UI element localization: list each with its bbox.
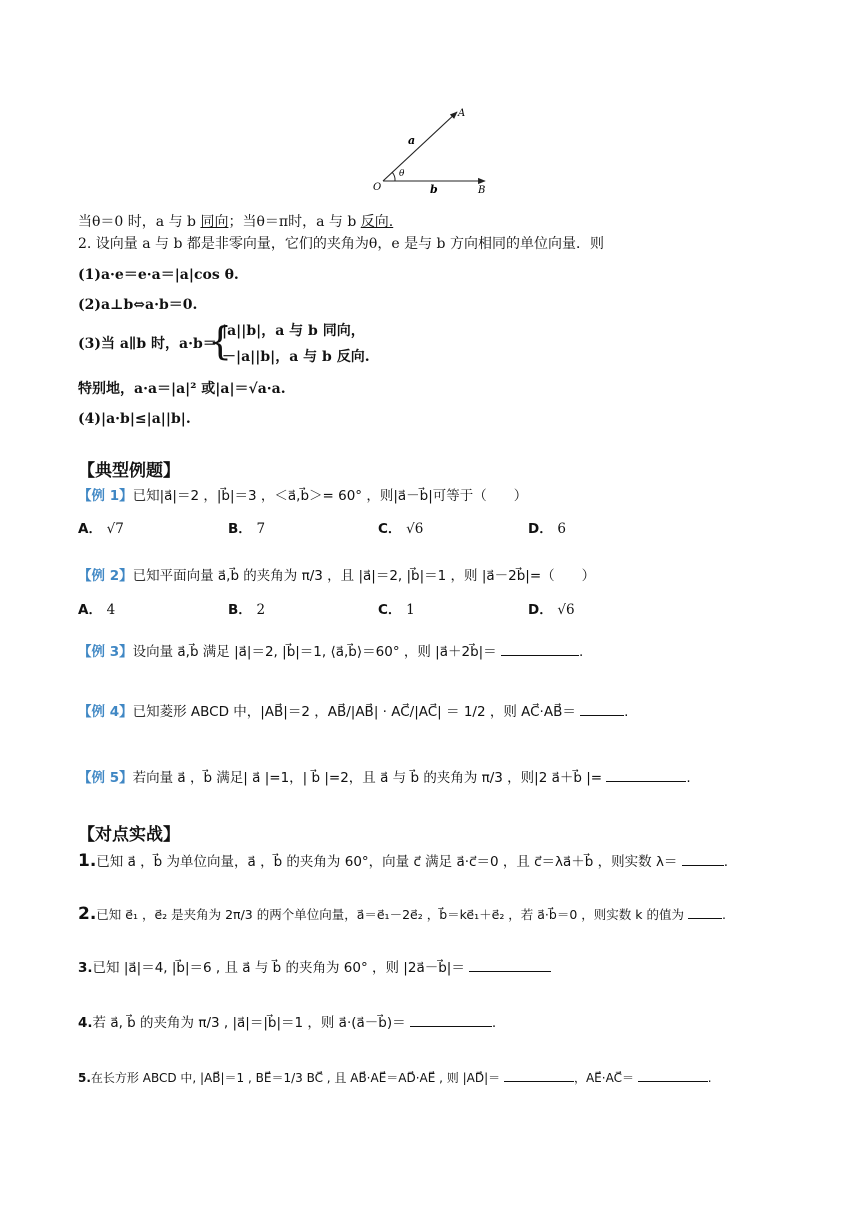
example-label: 【例 3】: [78, 644, 133, 660]
section-title-examples: 【典型例题】: [78, 461, 180, 481]
special-note: 特别地，a·a＝|a|² 或|a|＝√a·a.: [78, 381, 286, 397]
practice-number: 3.: [78, 960, 93, 976]
answer-blank[interactable]: [580, 702, 624, 716]
option-letter: C．: [378, 602, 402, 618]
practice-text: 在长方形 ABCD 中, |AB⃗|＝1 , BE⃗＝1/3 BC⃗ , 且 AB⃗·AE⃗＝AD⃗·AE⃗ , 则 |AD⃗|＝: [90, 1071, 501, 1085]
practice-3: [78, 958, 551, 977]
property-2: (2)a⊥b⇔a·b＝0.: [78, 297, 198, 313]
practice-text-2: ，AE⃗·AC⃗＝: [573, 1071, 634, 1085]
angle-arc: [392, 172, 395, 181]
practice-2: [78, 905, 726, 924]
option-a: [78, 517, 124, 537]
practice-text: 已知 e⃗₁ ，e⃗₂ 是夹角为 2π/3 的两个单位向量，a⃗＝e⃗₁－2e⃗₂ ，b⃗＝ke⃗₁＋e⃗₂ ，若 a⃗·b⃗＝0 ，则实数 k 的值为: [96, 907, 684, 922]
option-value: 6: [557, 521, 567, 537]
practice-number: 4.: [78, 1015, 93, 1031]
answer-blank[interactable]: [682, 852, 724, 866]
option-d: [528, 517, 566, 537]
option-b: [228, 598, 265, 618]
intro-part-2: ；当θ＝π时，a 与 b: [228, 214, 361, 230]
practice-text: 若 a⃗, b⃗ 的夹角为 π/3 , |a⃗|＝|b⃗|＝1 ，则 a⃗·(a⃗－b⃗)＝: [92, 1015, 406, 1031]
option-letter: D．: [528, 521, 553, 537]
brace-symbol: {: [208, 319, 233, 363]
answer-blank[interactable]: [501, 642, 579, 656]
property-3-prefix: (3)当 a∥b 时，a·b＝: [78, 336, 217, 352]
end-dot: .: [723, 854, 729, 870]
property-4: (4)|a·b|≤|a||b|.: [78, 411, 191, 427]
label-B: B: [478, 185, 486, 196]
end-dot: .: [491, 1015, 497, 1031]
answer-blank[interactable]: [469, 958, 551, 972]
end-dot: .: [686, 770, 691, 786]
section-title-practice: 【对点实战】: [78, 825, 180, 845]
property-3-case-1: |a||b|，a 与 b 同向，: [222, 323, 365, 339]
option-value: √7: [106, 521, 124, 537]
practice-text: 已知 a⃗ ，b⃗ 为单位向量，a⃗ ，b⃗ 的夹角为 60°，向量 c⃗ 满足 a⃗·c⃗＝0 ，且 c⃗＝λa⃗＋b⃗ ，则实数 λ＝: [96, 854, 678, 870]
option-a: [78, 598, 115, 618]
practice-4: [78, 1013, 496, 1032]
practice-number: 5.: [78, 1071, 91, 1085]
answer-blank[interactable]: [410, 1013, 492, 1027]
label-theta: θ: [399, 169, 405, 179]
example-label: 【例 4】: [78, 704, 133, 720]
end-dot: .: [721, 907, 726, 922]
point-2: 2. 设向量 a 与 b 都是非零向量，它们的夹角为θ，e 是与 b 方向相同的单位向量．则: [78, 236, 604, 252]
option-value: 7: [256, 521, 266, 537]
example-label: 【例 1】: [78, 488, 133, 504]
example-2: [78, 567, 595, 585]
practice-number: 1.: [78, 851, 97, 871]
practice-text: 已知 |a⃗|＝4, |b⃗|＝6 , 且 a⃗ 与 b⃗ 的夹角为 60° ，则 |2a⃗－b⃗|＝: [92, 960, 465, 976]
example-4: [78, 702, 628, 721]
angle-figure: [368, 104, 498, 196]
option-letter: B．: [228, 521, 252, 537]
option-letter: D．: [528, 602, 553, 618]
option-value: 4: [106, 602, 116, 618]
property-1: (1)a·e＝e·a＝|a|cos θ.: [78, 267, 239, 283]
example-label: 【例 2】: [78, 568, 133, 584]
example-text: 已知平面向量 a⃗,b⃗ 的夹角为 π/3 ，且 |a⃗|＝2, |b⃗|＝1 ，则 |a⃗－2b⃗|=（ ）: [132, 568, 596, 584]
end-dot: .: [624, 704, 629, 720]
practice-number: 2.: [78, 904, 97, 924]
answer-blank[interactable]: [606, 768, 686, 782]
property-3-case-2: －|a||b|，a 与 b 反向.: [222, 349, 370, 365]
practice-5: [78, 1068, 712, 1087]
intro-part-1: 当θ＝0 时，a 与 b: [78, 214, 201, 230]
answer-blank[interactable]: [688, 905, 722, 919]
option-value: √6: [557, 602, 575, 618]
example-text: 设向量 a⃗,b⃗ 满足 |a⃗|＝2, |b⃗|＝1, ⟨a⃗,b⃗⟩＝60° ，则 |a⃗＋2b⃗|＝: [132, 644, 497, 660]
answer-blank[interactable]: [504, 1068, 574, 1082]
option-value: 2: [256, 602, 266, 618]
option-letter: B．: [228, 602, 252, 618]
option-letter: A．: [78, 602, 102, 618]
option-value: √6: [406, 521, 424, 537]
example-text: 若向量 a⃗ ，b⃗ 满足| a⃗ |=1，| b⃗ |=2，且 a⃗ 与 b⃗ 的夹角为 π/3 ，则|2 a⃗＋b⃗ |=: [132, 770, 603, 786]
option-letter: A．: [78, 521, 102, 537]
example-label: 【例 5】: [78, 770, 133, 786]
intro-line: [78, 213, 393, 231]
option-value: 1: [406, 602, 415, 618]
answer-blank[interactable]: [638, 1068, 708, 1082]
intro-underline-2: 反向.: [360, 214, 394, 230]
vector-a-line: [383, 112, 457, 181]
label-O: O: [373, 182, 382, 193]
example-1: [78, 487, 527, 505]
example-text: 已知|a⃗|＝2 ，|b⃗|＝3 ，＜a⃗,b⃗＞= 60° ，则|a⃗－b⃗|可等于（ ）: [132, 488, 528, 504]
label-b: b: [430, 183, 438, 196]
option-c: [378, 598, 415, 618]
example-text: 已知菱形 ABCD 中，|AB⃗|＝2 ，AB⃗/|AB⃗| · AC⃗/|AC⃗| ＝ 1/2 ，则 AC⃗·AB⃗＝: [132, 704, 576, 720]
label-a: a: [408, 134, 416, 147]
option-c: [378, 517, 423, 537]
option-letter: C．: [378, 521, 402, 537]
example-3: [78, 642, 583, 661]
end-dot: .: [707, 1071, 712, 1085]
label-A: A: [458, 108, 466, 119]
practice-1: [78, 852, 728, 871]
option-b: [228, 517, 265, 537]
example-5: [78, 768, 691, 787]
intro-underline-1: 同向: [200, 214, 229, 230]
end-dot: .: [578, 644, 584, 660]
option-d: [528, 598, 575, 618]
